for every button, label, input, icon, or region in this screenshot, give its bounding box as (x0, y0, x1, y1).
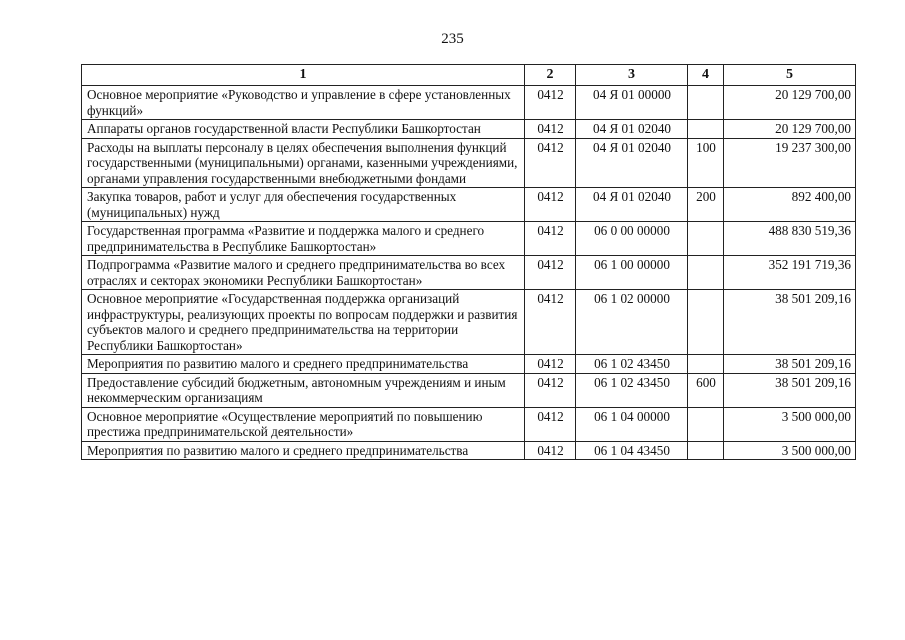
row-name-cell: Расходы на выплаты персоналу в целях обеспечения выполнения функций государственными (муниципальными) органами, казенными учреждениями, органами управления государственными внебюджетными фондами (82, 138, 525, 188)
row-name-cell: Государственная программа «Развитие и поддержка малого и среднего предпринимательства в Республике Башкортостан» (82, 222, 525, 256)
row-type-cell: 200 (688, 188, 724, 222)
row-name-cell: Мероприятия по развитию малого и среднего предпринимательства (82, 355, 525, 374)
table-row (82, 256, 856, 290)
table-row (82, 441, 856, 460)
row-code-cell: 06 1 04 43450 (576, 441, 688, 460)
row-code-cell: 06 1 04 00000 (576, 407, 688, 441)
row-amount-cell: 20 129 700,00 (724, 120, 856, 139)
row-code-cell: 06 1 02 00000 (576, 290, 688, 355)
row-type-cell (688, 355, 724, 374)
row-type-cell (688, 222, 724, 256)
row-name-cell: Подпрограмма «Развитие малого и среднего предпринимательства во всех отраслях и секторах экономики Республики Башкортостан» (82, 256, 525, 290)
row-section-cell: 0412 (525, 256, 576, 290)
row-amount-cell: 352 191 719,36 (724, 256, 856, 290)
row-amount-cell: 38 501 209,16 (724, 290, 856, 355)
table-row (82, 222, 856, 256)
row-section-cell: 0412 (525, 355, 576, 374)
column-header-1: 1 (82, 65, 525, 86)
row-name-cell: Предоставление субсидий бюджетным, автономным учреждениям и иным некоммерческим организациям (82, 373, 525, 407)
column-header-3: 3 (576, 65, 688, 86)
table-row (82, 188, 856, 222)
row-section-cell: 0412 (525, 373, 576, 407)
row-name-cell: Основное мероприятие «Осуществление мероприятий по повышению престижа предпринимательской деятельности» (82, 407, 525, 441)
row-amount-cell: 488 830 519,36 (724, 222, 856, 256)
row-section-cell: 0412 (525, 138, 576, 188)
row-code-cell: 04 Я 01 02040 (576, 188, 688, 222)
table-row (82, 290, 856, 355)
row-code-cell: 06 1 00 00000 (576, 256, 688, 290)
row-type-cell (688, 120, 724, 139)
row-amount-cell: 3 500 000,00 (724, 441, 856, 460)
row-amount-cell: 3 500 000,00 (724, 407, 856, 441)
row-type-cell (688, 441, 724, 460)
row-type-cell: 100 (688, 138, 724, 188)
budget-table (81, 64, 856, 460)
row-amount-cell: 38 501 209,16 (724, 355, 856, 374)
row-amount-cell: 19 237 300,00 (724, 138, 856, 188)
row-code-cell: 04 Я 01 02040 (576, 120, 688, 139)
row-name-cell: Основное мероприятие «Руководство и управление в сфере установленных функций» (82, 86, 525, 120)
row-name-cell: Аппараты органов государственной власти Республики Башкортостан (82, 120, 525, 139)
table-row (82, 138, 856, 188)
row-type-cell: 600 (688, 373, 724, 407)
row-section-cell: 0412 (525, 407, 576, 441)
column-header-2: 2 (525, 65, 576, 86)
row-amount-cell: 20 129 700,00 (724, 86, 856, 120)
column-header-4: 4 (688, 65, 724, 86)
row-name-cell: Основное мероприятие «Государственная поддержка организаций инфраструктуры, реализующих проекты по вопросам поддержки и развития субъектов малого и среднего предпринимательства на территории Республики Башкортостан» (82, 290, 525, 355)
table-header-row (82, 65, 856, 86)
column-header-5: 5 (724, 65, 856, 86)
row-section-cell: 0412 (525, 86, 576, 120)
row-code-cell: 04 Я 01 00000 (576, 86, 688, 120)
row-type-cell (688, 407, 724, 441)
row-code-cell: 06 1 02 43450 (576, 355, 688, 374)
row-section-cell: 0412 (525, 120, 576, 139)
row-type-cell (688, 290, 724, 355)
row-code-cell: 06 0 00 00000 (576, 222, 688, 256)
row-section-cell: 0412 (525, 222, 576, 256)
row-section-cell: 0412 (525, 188, 576, 222)
page-number: 235 (441, 31, 464, 47)
row-name-cell: Мероприятия по развитию малого и среднего предпринимательства (82, 441, 525, 460)
table-row (82, 373, 856, 407)
row-type-cell (688, 86, 724, 120)
row-amount-cell: 892 400,00 (724, 188, 856, 222)
table-row (82, 407, 856, 441)
row-section-cell: 0412 (525, 290, 576, 355)
table-row (82, 355, 856, 374)
row-amount-cell: 38 501 209,16 (724, 373, 856, 407)
table-row (82, 86, 856, 120)
row-code-cell: 04 Я 01 02040 (576, 138, 688, 188)
row-section-cell: 0412 (525, 441, 576, 460)
row-name-cell: Закупка товаров, работ и услуг для обеспечения государственных (муниципальных) нужд (82, 188, 525, 222)
row-type-cell (688, 256, 724, 290)
table-row (82, 120, 856, 139)
row-code-cell: 06 1 02 43450 (576, 373, 688, 407)
